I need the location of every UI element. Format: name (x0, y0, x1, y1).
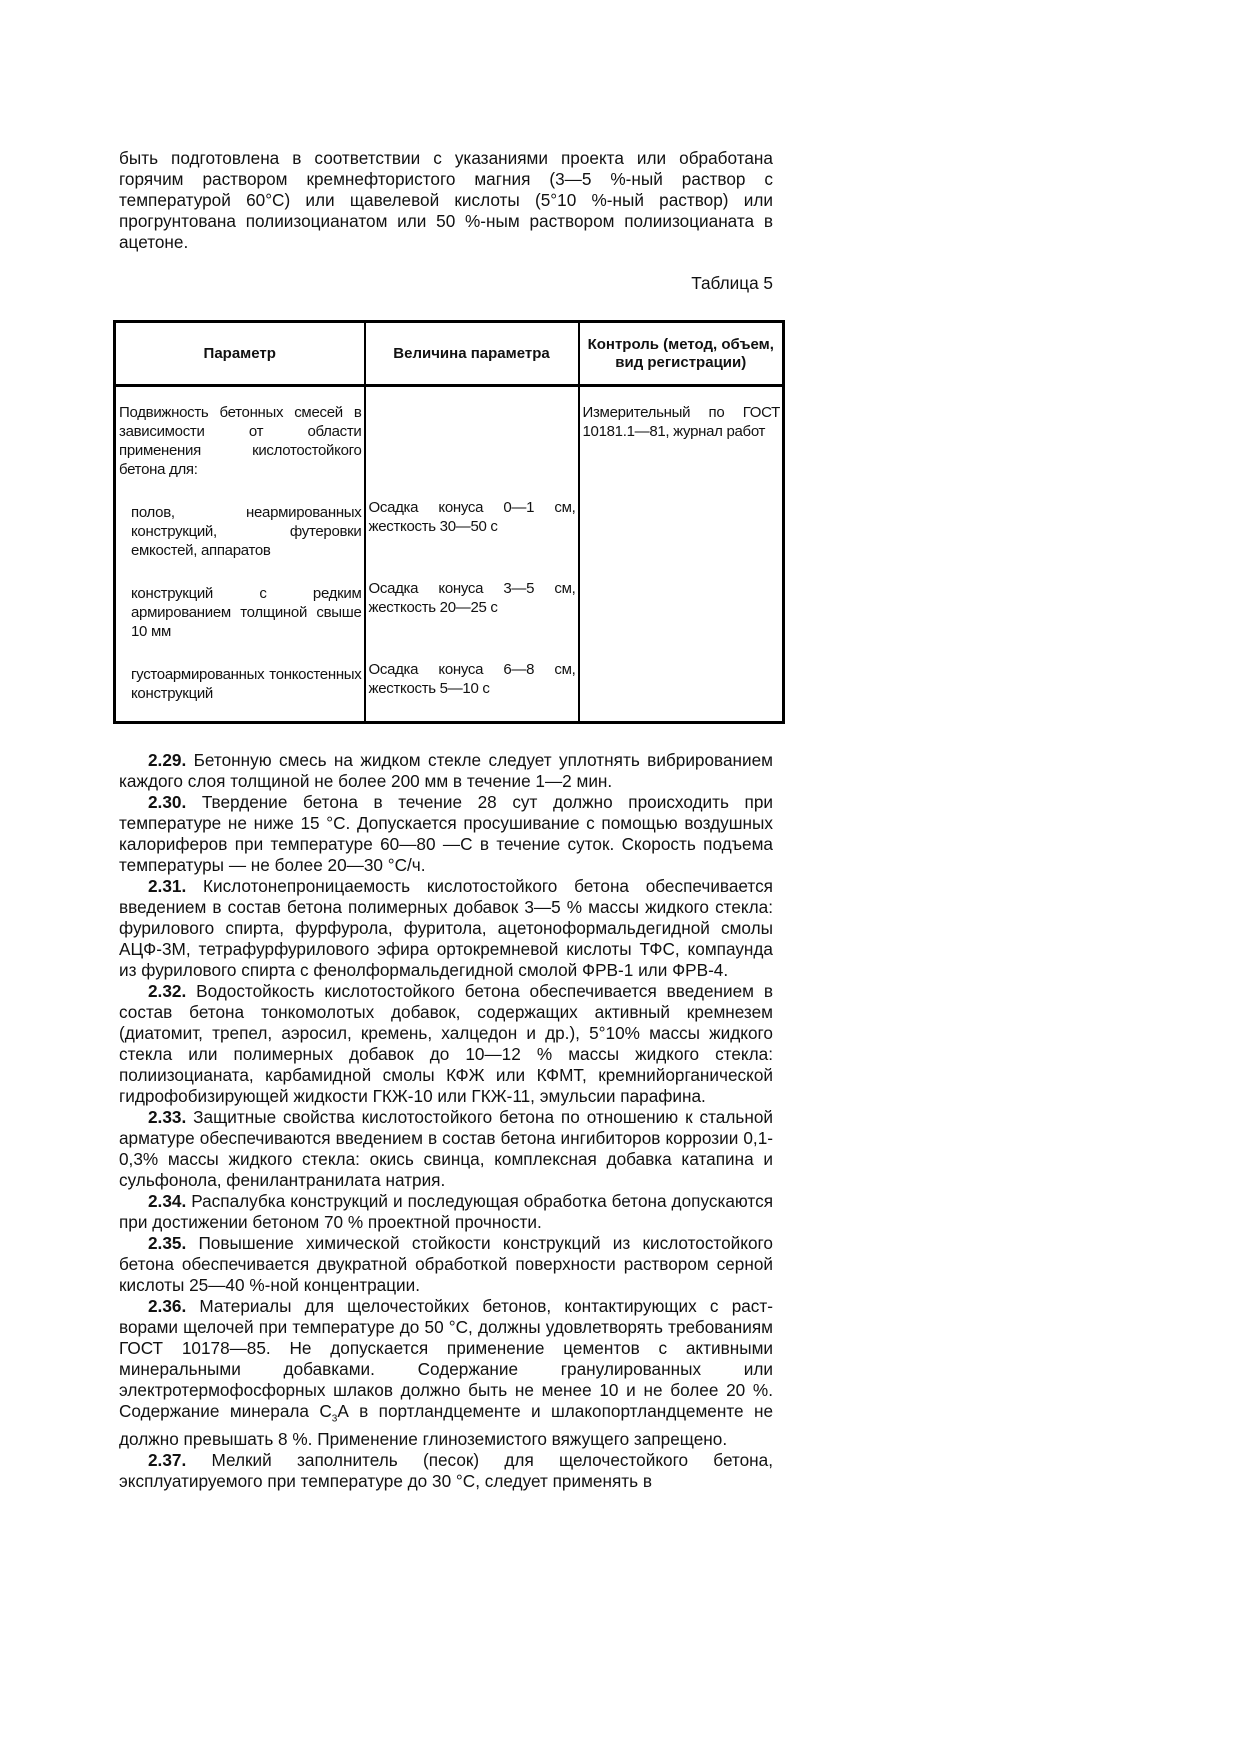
section-number: 2.33. (148, 1107, 187, 1127)
section-2-31 (119, 876, 773, 981)
param-row-1: полов, неармированных конструкций, футеровки емкостей, аппаратов (131, 504, 362, 559)
param-cell (115, 386, 365, 723)
section-number: 2.36. (148, 1296, 187, 1316)
parameters-table (113, 320, 785, 724)
section-text-after: А в портландцементе и шлакопортландцементе не должно превышать 8 %. Применение глиноземистого вяжущего запрещено. (119, 1401, 773, 1450)
section-number: 2.37. (148, 1450, 187, 1471)
section-text: Кислотонепроницаемость кислотостойкого бетона обеспечивается введением в состав бетона полимерных добавок 3—5 % массы жидкого стекла: фурилового спирта, фурфурола, фуритола, ацетоноформальдегидной смолы АЦФ-3М, тетрафурфурилового эфира ортокремневой кислоты ТФС, компаунда из фурилового спирта с фенолформальдегидной смолой ФРВ-1 или ФРВ-4. (119, 876, 773, 980)
header-value: Величина параметра (365, 322, 579, 386)
subscript: 3 (331, 1413, 338, 1425)
section-text: Мелкий заполнитель (песок) для щелочестойкого бетона, эксплуатируемого при температуре до 30 °С, следует применять в (119, 1450, 773, 1492)
section-number: 2.32. (148, 981, 187, 1001)
param-row-2: конструкций с редким армированием толщиной свыше 10 мм (131, 585, 362, 640)
control-cell (579, 386, 784, 723)
section-number: 2.34. (148, 1191, 187, 1211)
sections-block (119, 750, 773, 1492)
section-2-30 (119, 792, 773, 876)
section-2-37 (119, 1450, 773, 1492)
header-parameter: Параметр (115, 322, 365, 386)
section-2-35 (119, 1233, 773, 1296)
section-2-33 (119, 1107, 773, 1191)
table-row (115, 386, 784, 723)
param-row-3: густоармированных тонкостенных конструкций (131, 666, 362, 702)
section-number: 2.35. (148, 1233, 187, 1253)
section-text: Твердение бетона в течение 28 сут должно происходить при температуре не ниже 15 °С. Допускается просушивание с помощью воздушных калориферов при температуре 60—80 —С в течение суток. Скорость подъема температуры — не более 20—30 °С/ч. (119, 792, 773, 875)
header-control: Контроль (метод, объем, вид регистрации) (579, 322, 784, 386)
section-number: 2.31. (148, 876, 187, 896)
section-2-34 (119, 1191, 773, 1233)
param-intro: Подвижность бетонных смесей в зависимости от области применения кислотостойкого бетона для: (119, 404, 362, 478)
section-number: 2.30. (148, 792, 187, 812)
value-row-1: Осадка конуса 0—1 см, жесткость 30—50 с (368, 499, 576, 535)
section-text: Защитные свойства кислотостойкого бетона по отношению к стальной арматуре обеспечиваются введением в состав бетона ингибиторов коррозии 0,1-0,3% массы жидкого стекла: окись свинца, комплексная добавка катапина и сульфонола, фенилантранилата натрия. (119, 1107, 773, 1190)
page-top (119, 148, 773, 294)
section-text: Водостойкость кислотостойкого бетона обеспечивается введением в состав бетона тонкомолотых добавок, содержащих активный кремнезем (диатомит, трепел, аэросил, кремень, халцедон и др.), 5°10% массы жидкого стекла или полимерных добавок до 10—12 % массы жидкого стекла: полиизоцианата, карбамидной смолы КФЖ или КФМТ, кремнийорганической гидрофобизирующей жидкости ГКЖ-10 или ГКЖ-11, эмульсии парафина. (119, 981, 773, 1106)
value-row-2: Осадка конуса 3—5 см, жесткость 20—25 с (368, 580, 576, 616)
control-text: Измерительный по ГОСТ 10181.1—81, журнал работ (582, 404, 780, 440)
section-2-32 (119, 981, 773, 1107)
value-cell (365, 386, 579, 723)
section-text: Распалубка конструкций и последующая обработка бетона допускаются при достижении бетоном 70 % проектной прочности. (119, 1191, 773, 1232)
table-caption: Таблица 5 (691, 273, 773, 293)
value-row-3: Осадка конуса 6—8 см, жесткость 5—10 с (368, 661, 576, 697)
section-text: Повышение химической стойкости конструкций из кислотостойкого бетона обеспечивается двукратной обработкой поверхности раствором серной кислоты 25—40 %-ной концентрации. (119, 1233, 773, 1295)
section-2-36 (119, 1296, 773, 1450)
section-text: Бетонную смесь на жидком стекле следует уплотнять вибрированием каждого слоя толщиной не более 200 мм в течение 1—2 мин. (119, 750, 774, 791)
section-text-before: Материалы для щелочестойких бетонов, контактирующих с раст-ворами щелочей при температуре до 50 °С, должны удовлетворять требованиям ГОСТ 10178—85. Не допускается применение цементов с активными минеральными добавками. Содержание гранулированных или электротермофосфорных шлаков должно быть не менее 10 и не более 20 %. Содержание минерала С (119, 1296, 773, 1421)
section-number: 2.29. (148, 750, 187, 770)
intro-paragraph: быть подготовлена в соответствии с указаниями проекта или обработана горячим раствором кремнефтористого магния (3—5 %-ный раствор с температурой 60°С) или щавелевой кислоты (5°10 %-ный раствор) или прогрунтована полиизоцианатом или 50 %-ным раствором полиизоцианата в ацетоне. (119, 148, 773, 252)
section-2-29 (119, 750, 773, 792)
table-header-row (115, 322, 784, 386)
